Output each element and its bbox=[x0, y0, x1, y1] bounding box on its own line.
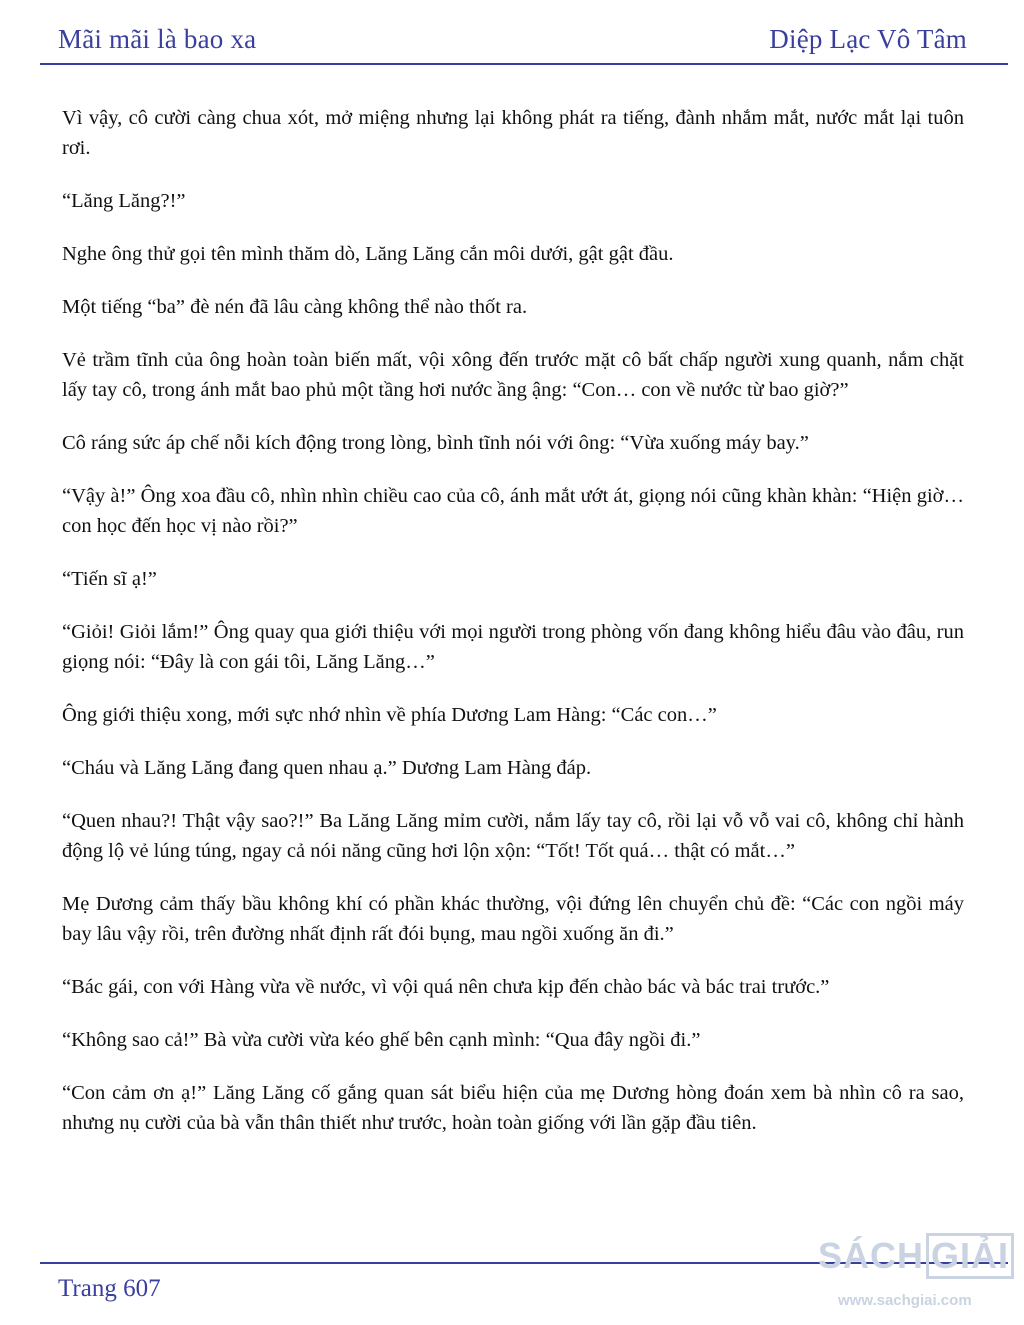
paragraph: Một tiếng “ba” đè nén đã lâu càng không thể nào thốt ra. bbox=[62, 296, 528, 318]
page-number: Trang 607 bbox=[58, 1275, 161, 1302]
paragraph: Cô ráng sức áp chế nỗi kích động trong lòng, bình tĩnh nói với ông: “Vừa xuống máy bay.” bbox=[62, 432, 809, 454]
header-divider bbox=[40, 63, 1008, 65]
paragraph: Nghe ông thử gọi tên mình thăm dò, Lăng Lăng cắn môi dưới, gật gật đầu. bbox=[62, 243, 674, 265]
paragraph: “Bác gái, con với Hàng vừa về nước, vì vội quá nên chưa kịp đến chào bác và bác trai trước.” bbox=[62, 976, 830, 998]
page-body bbox=[62, 103, 964, 1161]
paragraph: “Con cảm ơn ạ!” Lăng Lăng cố gắng quan sát biểu hiện của mẹ Dương hòng đoán xem bà nhìn cô ra sao, nhưng nụ cười của bà vẫn thân thiết như trước, hoàn toàn giống với lần gặp đầu tiên. bbox=[62, 1082, 964, 1134]
paragraph: “Quen nhau?! Thật vậy sao?!” Ba Lăng Lăng mỉm cười, nắm lấy tay cô, rồi lại vỗ vỗ vai cô, không chỉ hành động lộ vẻ lúng túng, ngay cả nói năng cũng hơi lộn xộn: “Tốt! Tốt quá… thật có mắt…” bbox=[62, 810, 964, 862]
watermark-brand-boxed: GIẢI bbox=[926, 1233, 1014, 1279]
header-book-title: Mãi mãi là bao xa bbox=[58, 24, 257, 54]
watermark-logo bbox=[818, 1230, 1023, 1320]
paragraph: Ông giới thiệu xong, mới sực nhớ nhìn về phía Dương Lam Hàng: “Các con…” bbox=[62, 704, 717, 726]
paragraph: “Lăng Lăng?!” bbox=[62, 190, 186, 212]
header-author: Diệp Lạc Vô Tâm bbox=[769, 24, 967, 54]
watermark-brand-left: SÁCH bbox=[818, 1235, 925, 1276]
paragraph: “Tiến sĩ ạ!” bbox=[62, 568, 157, 590]
watermark-brand bbox=[818, 1230, 1023, 1282]
paragraph: Vì vậy, cô cười càng chua xót, mở miệng nhưng lại không phát ra tiếng, đành nhắm mắt, nước mắt lại tuôn rơi. bbox=[62, 107, 964, 159]
paragraph: “Cháu và Lăng Lăng đang quen nhau ạ.” Dương Lam Hàng đáp. bbox=[62, 757, 592, 779]
paragraph: “Vậy à!” Ông xoa đầu cô, nhìn nhìn chiều cao của cô, ánh mắt ướt át, giọng nói cũng khàn khàn: “Hiện giờ… con học đến học vị nào rồi?” bbox=[62, 485, 964, 537]
paragraph: “Không sao cả!” Bà vừa cười vừa kéo ghế bên cạnh mình: “Qua đây ngồi đi.” bbox=[62, 1029, 701, 1051]
paragraph: Mẹ Dương cảm thấy bầu không khí có phần khác thường, vội đứng lên chuyển chủ đề: “Các con ngồi máy bay lâu vậy rồi, trên đường nhất định rất đói bụng, mau ngồi xuống ăn đi.” bbox=[62, 893, 964, 945]
paragraph: “Giỏi! Giỏi lắm!” Ông quay qua giới thiệu với mọi người trong phòng vốn đang không hiểu đâu vào đâu, run giọng nói: “Đây là con gái tôi, Lăng Lăng…” bbox=[62, 621, 964, 673]
watermark-url: www.sachgiai.com bbox=[838, 1292, 972, 1309]
paragraph: Vẻ trầm tĩnh của ông hoàn toàn biến mất, vội xông đến trước mặt cô bất chấp người xung quanh, nắm chặt lấy tay cô, trong ánh mắt bao phủ một tầng hơi nước ầng ậng: “Con… con về nước từ bao giờ?” bbox=[62, 349, 964, 401]
